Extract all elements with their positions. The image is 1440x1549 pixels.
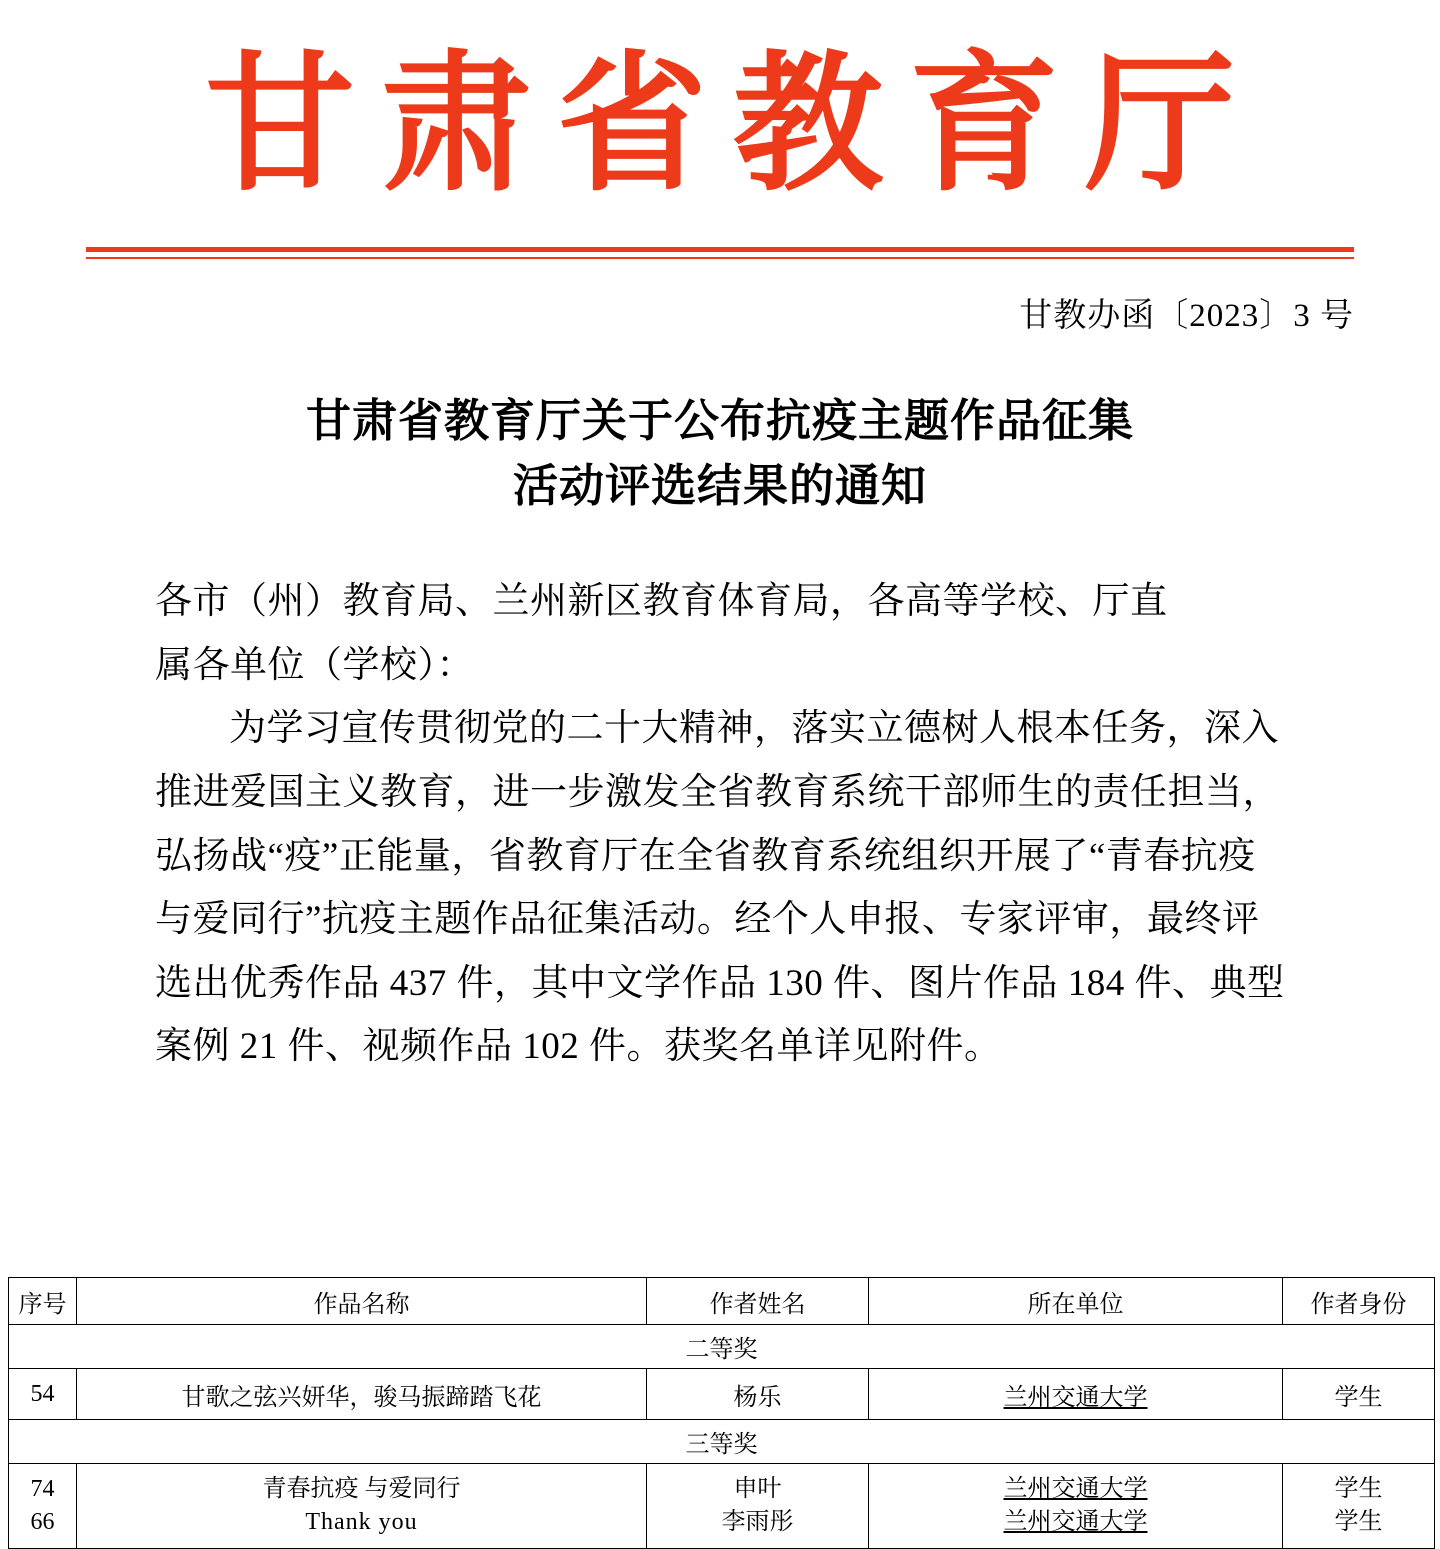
row-work-2: Thank you	[305, 1509, 418, 1535]
page-title-line-1: 甘肃省教育厅关于公布抗疫主题作品征集	[305, 393, 1134, 447]
row-author-1: 申叶	[733, 1475, 782, 1502]
row-role-2: 学生	[1334, 1509, 1383, 1535]
group-label-third-prize: 三等奖	[9, 1420, 1435, 1464]
row-no-1: 74	[30, 1475, 55, 1502]
table-header-work: 作品名称	[77, 1278, 647, 1325]
table-header-no: 序号	[9, 1278, 77, 1325]
row-no-group	[9, 1464, 77, 1549]
row-author: 杨乐	[647, 1369, 869, 1420]
masthead	[0, 0, 1440, 211]
row-role-group	[1283, 1464, 1435, 1549]
table-row	[9, 1464, 1435, 1549]
row-work-1: 青春抗疫 与爱同行	[262, 1475, 461, 1502]
row-author-group	[647, 1464, 869, 1549]
table-header-unit: 所在单位	[869, 1278, 1283, 1325]
row-role-1: 学生	[1334, 1475, 1383, 1502]
divider-thin-line	[86, 257, 1354, 259]
masthead-title: 甘肃省教育厅	[204, 36, 1261, 212]
award-table	[8, 1277, 1435, 1549]
award-table-container	[0, 1277, 1440, 1549]
row-author-2: 李雨彤	[721, 1509, 794, 1535]
page-title	[160, 388, 1280, 519]
table-header-author: 作者姓名	[647, 1278, 869, 1325]
document-body	[155, 570, 1285, 1079]
table-header-row	[9, 1278, 1435, 1325]
row-unit-group	[869, 1464, 1283, 1549]
row-unit-2: 兰州交通大学	[1003, 1509, 1148, 1535]
row-unit: 兰州交通大学	[869, 1369, 1283, 1420]
table-group-row	[9, 1420, 1435, 1464]
table-header-role: 作者身份	[1283, 1278, 1435, 1325]
row-work: 甘歌之弦兴妍华，骏马振蹄踏飞花	[77, 1369, 647, 1420]
table-group-row	[9, 1325, 1435, 1369]
row-no: 54	[9, 1369, 77, 1420]
page-title-line-2: 活动评选结果的通知	[512, 458, 927, 512]
masthead-divider	[86, 247, 1354, 259]
salutation-line-2: 属各单位（学校）：	[155, 644, 474, 686]
row-role: 学生	[1283, 1369, 1435, 1420]
group-label-second-prize: 二等奖	[9, 1325, 1435, 1369]
table-row	[9, 1369, 1435, 1420]
row-work-group	[77, 1464, 647, 1549]
body-paragraph-1: 为学习宣传贯彻党的二十大精神，落实立德树人根本任务，深入推进爱国主义教育，进一步激发全省教育系统干部师生的责任担当，弘扬战“疫”正能量，省教育厅在全省教育系统组织开展了“青春抗疫 与爱同行”抗疫主题作品征集活动。经个人申报、专家评审，最终评选出优秀作品 437 件，其中文学作品 130 件、图片作品 184 件、典型案例 21 件、视频作品 102 件。获奖名单详见附件。	[155, 708, 1285, 1068]
row-unit-1: 兰州交通大学	[1003, 1475, 1148, 1502]
row-no-2: 66	[30, 1509, 55, 1535]
salutation-line-1: 各市（州）教育局、兰州新区教育体育局，各高等学校、厅直	[155, 581, 1168, 622]
document-number: 甘教办函〔2023〕3 号	[1019, 297, 1354, 334]
